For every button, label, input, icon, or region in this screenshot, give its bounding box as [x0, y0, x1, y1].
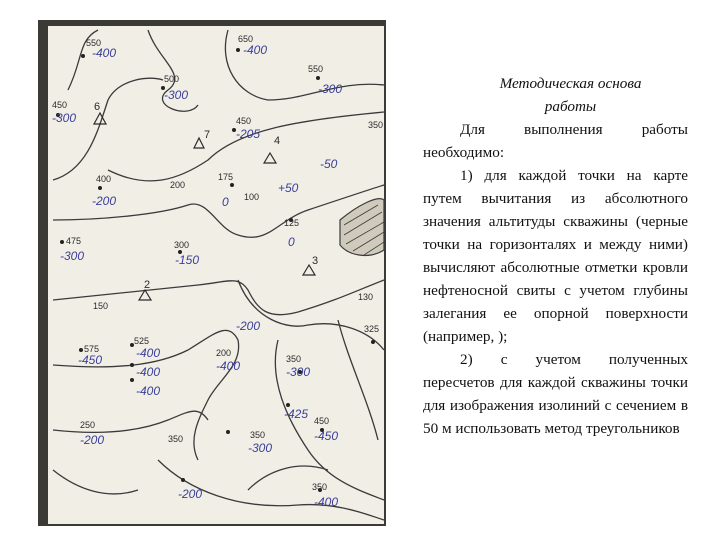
paragraph-step-1: 1) для каждой точки на карте путем вычитания из абсолютного значения альтитуды скважины (черные точки на горизонталях и между ними) вычисляют абсолютные отметки кровли нефтеносной свиты с учетом глубины залегания ее опорной поверхности (например, );	[423, 167, 688, 345]
svg-text:300: 300	[174, 240, 190, 250]
svg-text:450: 450	[52, 100, 68, 110]
svg-text:4: 4	[274, 135, 281, 147]
svg-text:-450: -450	[78, 353, 103, 367]
svg-text:350: 350	[168, 434, 184, 444]
svg-text:-150: -150	[175, 253, 200, 267]
svg-text:200: 200	[170, 180, 186, 190]
svg-text:0: 0	[288, 235, 295, 249]
svg-text:-400: -400	[314, 495, 339, 509]
svg-text:500: 500	[164, 74, 180, 84]
svg-text:-300: -300	[164, 88, 189, 102]
svg-text:-300: -300	[52, 111, 77, 125]
paragraph-step-2: 2) с учетом полученных пересчетов для каждой скважины точки для изображения изолиний с сечением в 50 м использовать метод треугольников	[423, 351, 688, 437]
svg-text:350: 350	[312, 482, 328, 492]
svg-text:-300: -300	[248, 441, 273, 455]
title-line-1: Методическая основа	[499, 75, 642, 92]
svg-text:-300: -300	[60, 249, 85, 263]
text-panel	[423, 72, 688, 440]
svg-text:475: 475	[66, 236, 82, 246]
svg-text:-400: -400	[136, 365, 161, 379]
svg-text:100: 100	[244, 192, 260, 202]
svg-text:-50: -50	[320, 157, 338, 171]
svg-text:175: 175	[218, 172, 234, 182]
svg-text:-200: -200	[80, 433, 105, 447]
svg-text:-200: -200	[178, 487, 203, 501]
svg-text:525: 525	[134, 336, 150, 346]
svg-text:325: 325	[364, 324, 380, 334]
svg-text:350: 350	[286, 354, 302, 364]
svg-text:130: 130	[358, 292, 374, 302]
svg-text:350: 350	[368, 120, 384, 130]
svg-text:450: 450	[236, 116, 252, 126]
svg-text:-400: -400	[243, 43, 268, 57]
svg-text:0: 0	[222, 195, 229, 209]
svg-text:125: 125	[284, 218, 300, 228]
svg-text:350: 350	[250, 430, 266, 440]
svg-text:450: 450	[314, 416, 330, 426]
title-line-2: работы	[544, 98, 597, 115]
svg-text:-300: -300	[318, 82, 343, 96]
svg-text:7: 7	[204, 129, 211, 141]
svg-text:-425: -425	[284, 407, 309, 421]
svg-text:-450: -450	[314, 429, 339, 443]
svg-text:550: 550	[86, 38, 102, 48]
svg-text:150: 150	[93, 301, 109, 311]
svg-text:575: 575	[84, 344, 100, 354]
svg-text:6: 6	[94, 101, 101, 113]
svg-text:-200: -200	[236, 319, 261, 333]
contour-map-photo	[38, 20, 386, 526]
svg-text:250: 250	[80, 420, 96, 430]
svg-text:-400: -400	[92, 46, 117, 60]
svg-text:-205: -205	[236, 127, 261, 141]
svg-text:200: 200	[216, 348, 232, 358]
svg-text:+50: +50	[278, 181, 299, 195]
svg-text:-400: -400	[216, 359, 241, 373]
svg-text:-200: -200	[92, 194, 117, 208]
paragraph-intro: Для выполнения работы необходимо:	[423, 121, 688, 161]
svg-text:-400: -400	[136, 384, 161, 398]
svg-text:400: 400	[96, 174, 112, 184]
svg-text:550: 550	[308, 64, 324, 74]
svg-text:-300: -300	[286, 365, 311, 379]
svg-text:-400: -400	[136, 346, 161, 360]
svg-text:3: 3	[312, 255, 319, 267]
svg-text:650: 650	[238, 34, 254, 44]
svg-text:2: 2	[144, 279, 151, 291]
